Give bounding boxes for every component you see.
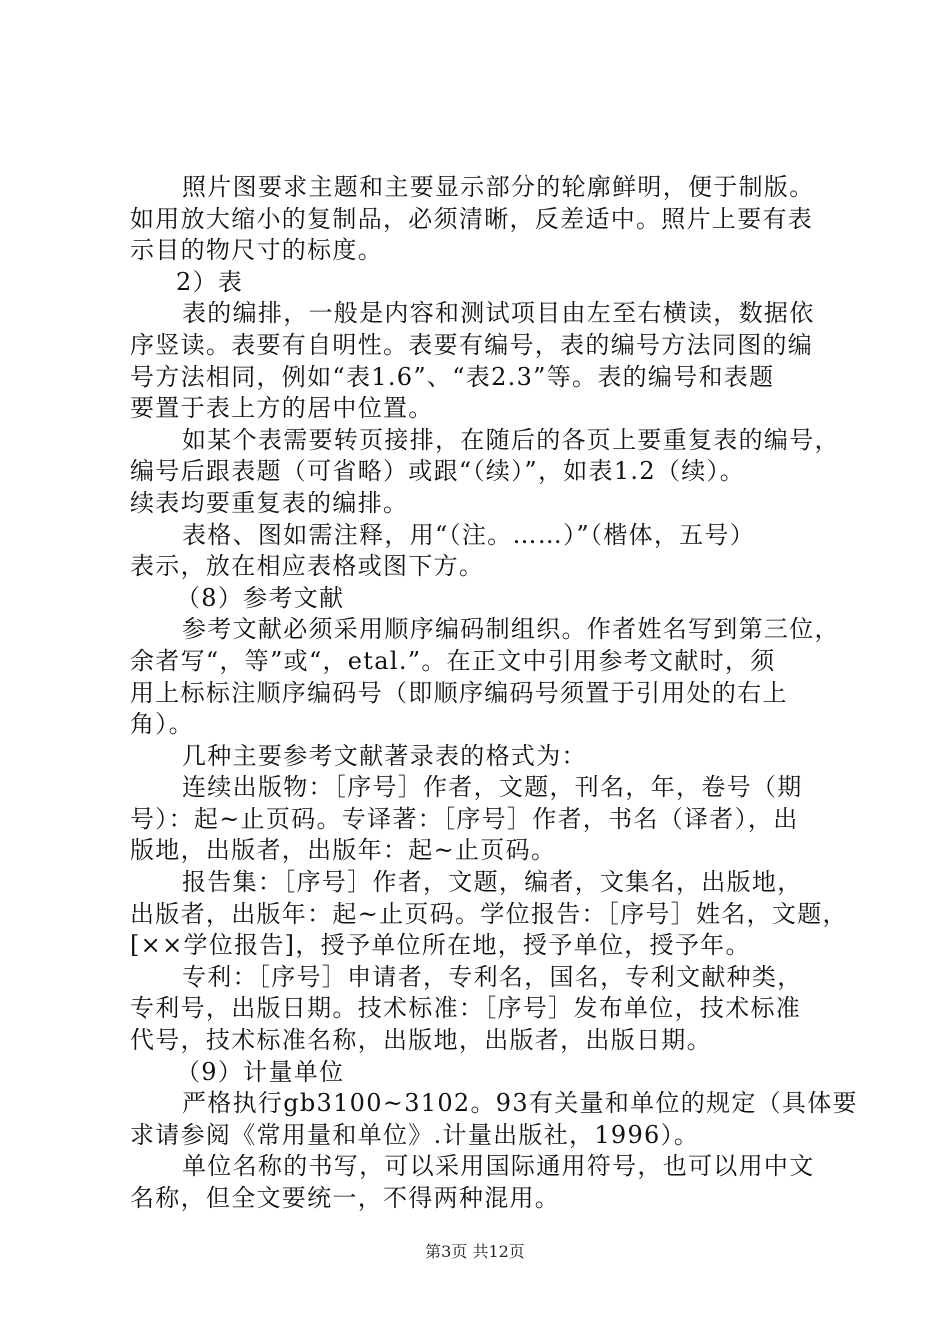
document-body	[130, 172, 858, 1215]
text-line: 表格、图如需注释，用“（注。……）”（楷体，五号）	[182, 520, 756, 549]
text-line: 要置于表上方的居中位置。	[130, 394, 434, 423]
text-line: 专利：［序号］申请者，专利名，国名，专利文献种类，	[182, 962, 803, 991]
text-line: 用上标标注顺序编码号（即顺序编码号须置于引用处的右上	[130, 678, 788, 707]
text-line: 照片图要求主题和主要显示部分的轮廓鲜明，便于制版。	[182, 173, 815, 201]
text-line: 余者写“，等”或“，etal.”。在正文中引用参考文献时，须	[130, 646, 776, 675]
text-line: 2）表	[176, 267, 244, 296]
text-line: 求请参阅《常用量和单位》.计量出版社，1996）。	[130, 1120, 700, 1149]
text-line: 名称，但全文要统一，不得两种混用。	[130, 1184, 561, 1212]
text-line: 如用放大缩小的复制品，必须清晰，反差适中。照片上要有表	[130, 204, 814, 233]
text-line: 代号，技术标准名称，出版地，出版者，出版日期。	[130, 1026, 712, 1055]
text-line: 角）。	[130, 710, 194, 739]
text-line: 号方法相同，例如“表1.6”、“表2.3”等。表的编号和表题	[130, 362, 775, 391]
text-line: 续表均要重复表的编排。	[130, 488, 409, 517]
text-line: [××学位报告]，授予单位所在地，授予单位，授予年。	[130, 931, 751, 960]
text-line: （9）计量单位	[176, 1057, 345, 1086]
text-line: 连续出版物：［序号］作者，文题，刊名，年，卷号（期	[182, 773, 803, 802]
text-line: 编号后跟表题（可省略）或跟“（续）”，如表1.2（续）。	[130, 457, 746, 486]
text-line: 如某个表需要转页接排，在随后的各页上要重复表的编号，	[182, 425, 840, 454]
text-line: （8）参考文献	[176, 583, 345, 612]
page-footer: 第3页 共12页	[425, 1242, 525, 1261]
text-line: 报告集：［序号］作者，文题，编者，文集名，出版地，	[182, 868, 803, 897]
text-line: 出版者，出版年：起~止页码。学位报告：［序号］姓名，文题，	[130, 899, 848, 928]
text-line: 号）：起~止页码。专译著：［序号］作者，书名（译者），出	[130, 804, 799, 833]
text-line: 表的编排，一般是内容和测试项目由左至右横读，数据依	[182, 299, 815, 328]
text-line: 单位名称的书写，可以采用国际通用符号，也可以用中文	[182, 1152, 815, 1181]
text-line: 示目的物尺寸的标度。	[130, 236, 383, 265]
text-line: 参考文献必须采用顺序编码制组织。作者姓名写到第三位，	[182, 615, 840, 644]
text-line: 序竖读。表要有自明性。表要有编号，表的编号方法同图的编	[130, 330, 814, 359]
text-line: 专利号，出版日期。技术标准：［序号］发布单位，技术标准	[130, 994, 802, 1023]
text-line: 严格执行gb3100~3102。93有关量和单位的规定（具体要	[182, 1089, 858, 1118]
text-line: 版地，出版者，出版年：起~止页码。	[130, 836, 557, 865]
text-line: 表示，放在相应表格或图下方。	[130, 552, 485, 581]
text-line: 几种主要参考文献著录表的格式为：	[182, 741, 587, 770]
